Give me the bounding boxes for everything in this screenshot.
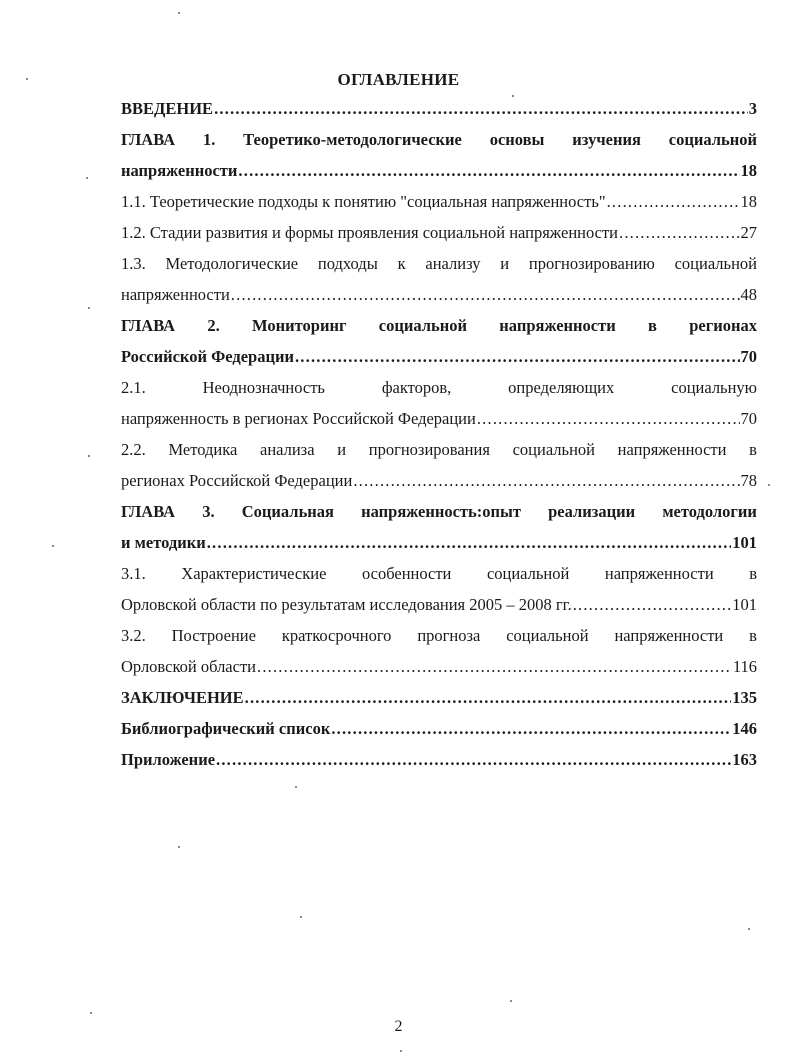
toc-page-number: 101	[732, 533, 757, 552]
toc-word: 2.1.	[121, 378, 146, 397]
leader-dots	[207, 527, 732, 558]
toc-page-number: 27	[740, 223, 757, 242]
toc-word: факторов,	[381, 378, 452, 397]
toc-page-number: 3	[748, 99, 757, 118]
toc-entry-section-3-1[interactable]	[121, 558, 757, 589]
toc-word: в	[749, 440, 757, 459]
scan-speck	[768, 484, 770, 486]
toc-entry-section-2-1[interactable]	[121, 372, 757, 403]
toc-entry-section-1-2[interactable]	[121, 217, 757, 248]
toc-word: регионах	[689, 316, 757, 335]
toc-word: и	[337, 440, 347, 459]
toc-entry-chapter-2[interactable]	[121, 310, 757, 341]
toc-entry-chapter-3-cont[interactable]	[121, 527, 757, 558]
toc-page-number: 18	[740, 192, 757, 211]
toc-page-number: 135	[732, 688, 757, 707]
toc-word: основы	[489, 130, 545, 149]
toc-entry-label: Орловской области по результатам исследования 2005 – 2008 гг.	[121, 595, 572, 614]
toc-word: в	[648, 316, 657, 335]
toc-word: напряженности	[617, 440, 727, 459]
toc-word: 1.3.	[121, 254, 146, 273]
leader-dots	[245, 682, 732, 713]
toc-word: ГЛАВА	[121, 502, 176, 521]
toc-entry-chapter-1-cont[interactable]	[121, 155, 757, 186]
scan-speck	[178, 12, 180, 14]
toc-word: социальной	[668, 130, 757, 149]
scan-speck	[90, 1012, 92, 1014]
toc-page-number: 18	[740, 161, 757, 180]
scan-speck	[88, 307, 90, 309]
scan-speck	[510, 1000, 512, 1002]
toc-word: напряженность:опыт	[361, 502, 521, 521]
toc-entry-label: Российской Федерации	[121, 347, 294, 366]
scan-speck	[52, 545, 54, 547]
toc-entry-label: ВВЕДЕНИЕ	[121, 99, 214, 118]
leader-dots	[607, 186, 740, 217]
toc-word: краткосрочного	[281, 626, 392, 645]
toc-entry-section-3-1-cont[interactable]	[121, 589, 757, 620]
toc-entry-label: регионах Российской Федерации	[121, 471, 353, 490]
toc-page-number: 48	[740, 285, 757, 304]
leader-dots	[238, 155, 739, 186]
scan-speck	[86, 177, 88, 179]
toc-word: в	[749, 626, 757, 645]
scan-speck	[295, 786, 297, 788]
toc-word: и	[500, 254, 510, 273]
toc-word: 3.	[202, 502, 215, 521]
toc-entry-label: ЗАКЛЮЧЕНИЕ	[121, 688, 244, 707]
scan-speck	[400, 1050, 402, 1052]
toc-word: 3.1.	[121, 564, 146, 583]
toc-entry-section-2-1-cont[interactable]	[121, 403, 757, 434]
toc-entry-label: Библиографический список	[121, 719, 331, 738]
toc-word: напряженности	[499, 316, 616, 335]
toc-entry-label: и методики	[121, 533, 206, 552]
toc-word: прогнозированию	[528, 254, 655, 273]
toc-page-number: 70	[740, 409, 757, 428]
leader-dots	[573, 589, 732, 620]
toc-entry-section-1-3-cont[interactable]	[121, 279, 757, 310]
toc-word: напряженности	[604, 564, 714, 583]
toc-word: анализа	[260, 440, 315, 459]
leader-dots	[353, 465, 739, 496]
leader-dots	[331, 713, 731, 744]
leader-dots	[619, 217, 740, 248]
toc-word: Построение	[171, 626, 256, 645]
toc-word: социальную	[671, 378, 757, 397]
toc-word: 2.	[207, 316, 220, 335]
toc-entry-section-2-2[interactable]	[121, 434, 757, 465]
toc-word: Методика	[168, 440, 238, 459]
toc-page-number: 78	[740, 471, 757, 490]
toc-word: социальной	[486, 564, 570, 583]
toc-word: прогнозирования	[368, 440, 490, 459]
toc-entry-section-2-2-cont[interactable]	[121, 465, 757, 496]
toc-word: Методологические	[165, 254, 299, 273]
toc-entry-appendix[interactable]	[121, 744, 757, 775]
toc-word: Неоднозначность	[202, 378, 325, 397]
scan-speck	[88, 455, 90, 457]
toc-entry-chapter-3[interactable]	[121, 496, 757, 527]
toc-word: социальной	[512, 440, 595, 459]
leader-dots	[231, 279, 740, 310]
toc-entry-section-3-2-cont[interactable]	[121, 651, 757, 682]
leader-dots	[214, 93, 748, 124]
toc-entry-label: напряженности	[121, 161, 238, 180]
toc-word: социальной	[378, 316, 468, 335]
scan-speck	[512, 95, 514, 97]
leader-dots	[257, 651, 732, 682]
toc-entry-introduction[interactable]	[121, 93, 757, 124]
toc-word: 1.	[202, 130, 216, 149]
toc-entry-chapter-2-cont[interactable]	[121, 341, 757, 372]
toc-page-number: 70	[740, 347, 757, 366]
scan-speck	[748, 928, 750, 930]
table-of-contents	[121, 93, 757, 775]
leader-dots	[216, 744, 731, 775]
toc-entry-section-3-2[interactable]	[121, 620, 757, 651]
toc-word: изучения	[572, 130, 641, 149]
leader-dots	[477, 403, 740, 434]
toc-word: напряженности	[614, 626, 724, 645]
scan-speck	[26, 78, 28, 80]
toc-entry-chapter-1[interactable]	[121, 124, 757, 155]
toc-page-number: 116	[732, 657, 757, 676]
toc-word: ГЛАВА	[121, 130, 176, 149]
toc-word: особенности	[361, 564, 452, 583]
toc-word: прогноза	[417, 626, 481, 645]
toc-page-number: 146	[732, 719, 757, 738]
toc-word: анализу	[425, 254, 481, 273]
toc-entry-section-1-3[interactable]	[121, 248, 757, 279]
toc-word: социальной	[674, 254, 757, 273]
toc-word: социальной	[506, 626, 589, 645]
toc-entry-label: Приложение	[121, 750, 216, 769]
toc-word: Социальная	[241, 502, 334, 521]
toc-entry-conclusion[interactable]	[121, 682, 757, 713]
toc-word: методологии	[662, 502, 757, 521]
toc-entry-label: напряженности	[121, 285, 230, 304]
toc-word: 2.2.	[121, 440, 146, 459]
toc-entry-bibliography[interactable]	[121, 713, 757, 744]
toc-word: определяющих	[508, 378, 615, 397]
toc-entry-section-1-1[interactable]	[121, 186, 757, 217]
toc-word: в	[749, 564, 757, 583]
toc-word: ГЛАВА	[121, 316, 176, 335]
toc-page-number: 163	[732, 750, 757, 769]
toc-word: 3.2.	[121, 626, 146, 645]
toc-title: ОГЛАВЛЕНИЕ	[337, 70, 460, 89]
toc-word: реализации	[548, 502, 636, 521]
toc-word: Мониторинг	[252, 316, 347, 335]
toc-entry-label: 1.1. Теоретические подходы к понятию "социальная напряженность"	[121, 192, 606, 211]
toc-page-number: 101	[732, 595, 757, 614]
toc-entry-label: Орловской области	[121, 657, 256, 676]
toc-word: подходы	[317, 254, 378, 273]
toc-word: Теоретико-методологические	[243, 130, 462, 149]
page-number: 2	[394, 1018, 403, 1035]
toc-word: Характеристические	[181, 564, 327, 583]
scan-speck	[300, 916, 302, 918]
toc-word: к	[397, 254, 406, 273]
leader-dots	[295, 341, 740, 372]
toc-entry-label: напряженность в регионах Российской Федерации	[121, 409, 476, 428]
toc-entry-label: 1.2. Стадии развития и формы проявления социальной напряженности	[121, 223, 618, 242]
scan-speck	[178, 846, 180, 848]
